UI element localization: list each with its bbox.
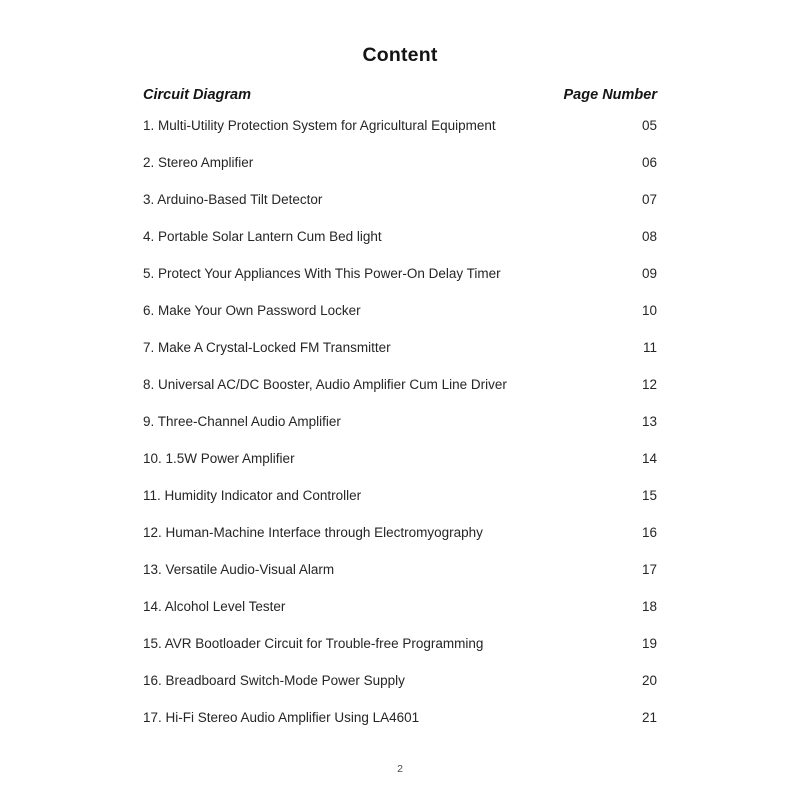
footer-page-number: 2	[397, 763, 403, 775]
toc-entry-page-number: 15	[641, 488, 657, 503]
toc-entry-page-number: 10	[641, 303, 657, 318]
toc-row	[143, 329, 657, 366]
toc-entry-page-number: 05	[641, 118, 657, 133]
toc-entry-label: 2. Stereo Amplifier	[143, 155, 254, 170]
toc-entry-page-number: 11	[642, 340, 657, 355]
toc-entry-label: 7. Make A Crystal-Locked FM Transmitter	[143, 340, 391, 355]
toc-row	[143, 255, 657, 292]
toc-row	[143, 366, 657, 403]
toc-row	[143, 144, 657, 181]
toc-entry-label: 11. Humidity Indicator and Controller	[143, 488, 362, 503]
toc-row	[143, 514, 657, 551]
toc-row	[143, 218, 657, 255]
toc-entry-page-number: 18	[641, 599, 657, 614]
toc-entry-label: 3. Arduino-Based Tilt Detector	[143, 192, 323, 207]
toc-column-headers	[143, 86, 657, 104]
toc-row	[143, 588, 657, 625]
toc-row	[143, 292, 657, 329]
toc-entry-page-number: 19	[641, 636, 657, 651]
toc-row	[143, 403, 657, 440]
toc-row	[143, 181, 657, 218]
toc-entry-page-number: 13	[641, 414, 657, 429]
toc-entry-label: 10. 1.5W Power Amplifier	[143, 451, 295, 466]
toc-row	[143, 662, 657, 699]
toc-entry-page-number: 07	[641, 192, 657, 207]
toc-entry-page-number: 06	[641, 155, 657, 170]
toc-entry-label: 12. Human-Machine Interface through Electromyography	[143, 525, 483, 540]
column-header-circuit-diagram: Circuit Diagram	[143, 87, 251, 103]
toc-entry-label: 13. Versatile Audio-Visual Alarm	[143, 562, 335, 577]
toc-entry-label: 1. Multi-Utility Protection System for Agricultural Equipment	[143, 118, 496, 133]
toc-entry-label: 17. Hi-Fi Stereo Audio Amplifier Using LA4601	[143, 710, 420, 725]
toc-entry-page-number: 21	[641, 710, 657, 725]
toc-row	[143, 551, 657, 588]
toc-entry-label: 6. Make Your Own Password Locker	[143, 303, 361, 318]
column-header-page-number: Page Number	[563, 87, 657, 103]
toc-entry-label: 15. AVR Bootloader Circuit for Trouble-free Programming	[143, 636, 484, 651]
toc-entry-page-number: 16	[641, 525, 657, 540]
toc-entry-label: 14. Alcohol Level Tester	[143, 599, 286, 614]
toc-row	[143, 699, 657, 736]
toc-row	[143, 107, 657, 144]
toc-entry-page-number: 08	[641, 229, 657, 244]
toc-entry-page-number: 12	[641, 377, 657, 392]
toc-entry-label: 16. Breadboard Switch-Mode Power Supply	[143, 673, 405, 688]
toc-row	[143, 625, 657, 662]
toc-list	[143, 107, 657, 736]
toc-entry-label: 9. Three-Channel Audio Amplifier	[143, 414, 341, 429]
toc-entry-page-number: 14	[641, 451, 657, 466]
toc-entry-label: 5. Protect Your Appliances With This Power-On Delay Timer	[143, 266, 501, 281]
toc-entry-label: 4. Portable Solar Lantern Cum Bed light	[143, 229, 382, 244]
toc-row	[143, 477, 657, 514]
toc-entry-page-number: 17	[641, 562, 657, 577]
toc-entry-page-number: 20	[641, 673, 657, 688]
toc-row	[143, 440, 657, 477]
toc-entry-label: 8. Universal AC/DC Booster, Audio Amplifier Cum Line Driver	[143, 377, 507, 392]
page-title: Content	[362, 44, 438, 66]
toc-entry-page-number: 09	[641, 266, 657, 281]
